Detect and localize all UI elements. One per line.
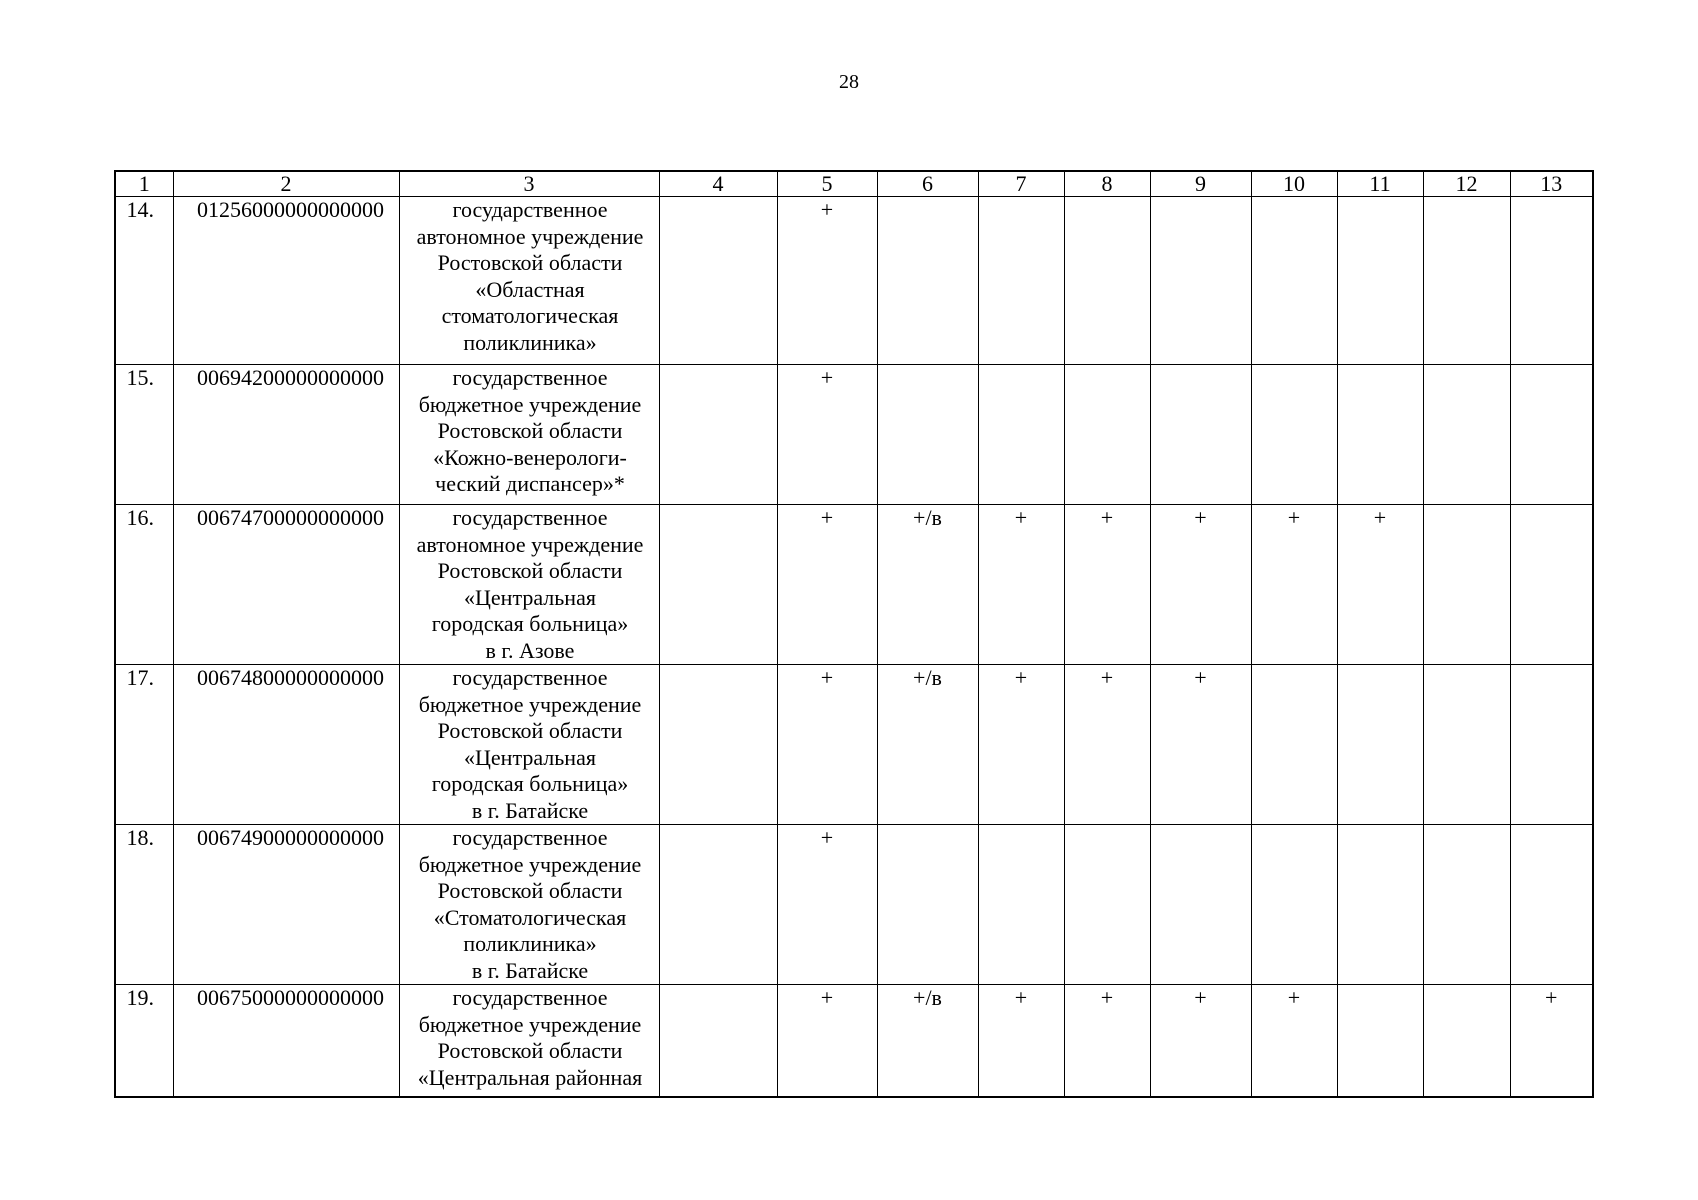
name-line: «Центральная районная <box>417 1064 643 1090</box>
header-cell: 13 <box>1510 171 1593 197</box>
mark-cell <box>1251 197 1337 365</box>
mark-cell <box>877 365 978 505</box>
name-line: «Центральная <box>464 744 596 770</box>
institution-name <box>399 825 659 985</box>
name-line: Ростовской области <box>437 558 623 583</box>
header-cell: 5 <box>777 171 877 197</box>
table-row <box>115 985 1593 1098</box>
mark-cell <box>1510 365 1593 505</box>
mark-cell: + <box>777 365 877 505</box>
header-cell: 9 <box>1150 171 1251 197</box>
mark-cell: + <box>978 985 1064 1098</box>
mark-cell: +/в <box>877 665 978 825</box>
name-line: государственное <box>452 825 608 850</box>
header-cell: 12 <box>1423 171 1510 197</box>
table-row <box>115 665 1593 825</box>
header-cell: 8 <box>1064 171 1150 197</box>
name-line: государственное <box>452 197 608 222</box>
mark-cell: + <box>777 505 877 665</box>
mark-cell <box>1064 365 1150 505</box>
mark-cell: + <box>978 505 1064 665</box>
mark-cell <box>659 197 777 365</box>
name-line: Ростовской области <box>437 250 623 275</box>
row-code: 00674700000000000 <box>173 505 399 665</box>
mark-cell: + <box>777 985 877 1098</box>
mark-cell <box>1423 197 1510 365</box>
name-line: государственное <box>452 365 608 390</box>
name-line: автономное учреждение <box>416 223 644 249</box>
name-line: бюджетное учреждение <box>418 851 642 877</box>
mark-cell: + <box>777 665 877 825</box>
row-code: 00674800000000000 <box>173 665 399 825</box>
name-line: «Центральная <box>464 584 596 610</box>
mark-cell <box>978 365 1064 505</box>
mark-cell <box>1423 505 1510 665</box>
table-row <box>115 365 1593 505</box>
mark-cell <box>659 505 777 665</box>
mark-cell: + <box>777 825 877 985</box>
name-line: Ростовской области <box>437 1038 623 1063</box>
mark-cell <box>1150 365 1251 505</box>
row-code: 00674900000000000 <box>173 825 399 985</box>
name-line: Ростовской области <box>437 878 623 903</box>
mark-cell: +/в <box>877 985 978 1098</box>
header-cell: 11 <box>1337 171 1423 197</box>
institution-name <box>399 665 659 825</box>
mark-cell: + <box>978 665 1064 825</box>
mark-cell <box>978 825 1064 985</box>
mark-cell: + <box>1337 505 1423 665</box>
name-line: поликлиника» <box>463 329 597 355</box>
row-number: 16. <box>115 505 173 665</box>
mark-cell <box>1337 985 1423 1098</box>
mark-cell <box>659 365 777 505</box>
mark-cell <box>1251 665 1337 825</box>
mark-cell: + <box>1251 985 1337 1098</box>
mark-cell <box>659 665 777 825</box>
mark-cell <box>659 825 777 985</box>
name-line: автономное учреждение <box>416 531 644 557</box>
page-number: 28 <box>839 71 859 93</box>
row-number: 17. <box>115 665 173 825</box>
row-number: 19. <box>115 985 173 1098</box>
mark-cell <box>1510 665 1593 825</box>
mark-cell <box>978 197 1064 365</box>
mark-cell: + <box>1064 665 1150 825</box>
mark-cell <box>1423 365 1510 505</box>
name-line: государственное <box>452 505 608 530</box>
table-row <box>115 505 1593 665</box>
mark-cell <box>1064 197 1150 365</box>
row-code: 00675000000000000 <box>173 985 399 1098</box>
institution-name <box>399 365 659 505</box>
name-line: бюджетное учреждение <box>418 691 642 717</box>
mark-cell: + <box>777 197 877 365</box>
name-line: городская больница» <box>431 771 629 796</box>
table-row <box>115 825 1593 985</box>
mark-cell <box>1510 505 1593 665</box>
mark-cell <box>1423 665 1510 825</box>
mark-cell: + <box>1510 985 1593 1098</box>
mark-cell <box>1423 825 1510 985</box>
header-cell: 2 <box>173 171 399 197</box>
mark-cell <box>1251 365 1337 505</box>
mark-cell <box>1510 197 1593 365</box>
name-line: государственное <box>452 985 608 1010</box>
row-number: 18. <box>115 825 173 985</box>
mark-cell: + <box>1150 665 1251 825</box>
mark-cell: + <box>1064 505 1150 665</box>
row-number: 14. <box>115 197 173 365</box>
name-line: «Стоматологическая <box>433 904 627 930</box>
mark-cell <box>1251 825 1337 985</box>
mark-cell <box>1337 825 1423 985</box>
name-line: Ростовской области <box>437 418 623 443</box>
mark-cell <box>1064 825 1150 985</box>
mark-cell: + <box>1150 505 1251 665</box>
row-number: 15. <box>115 365 173 505</box>
header-cell: 1 <box>115 171 173 197</box>
mark-cell: + <box>1064 985 1150 1098</box>
mark-cell <box>659 985 777 1098</box>
mark-cell <box>1337 665 1423 825</box>
header-cell: 10 <box>1251 171 1337 197</box>
header-cell: 7 <box>978 171 1064 197</box>
institution-name <box>399 985 659 1098</box>
mark-cell: +/в <box>877 505 978 665</box>
name-line: в г. Азове <box>485 637 575 663</box>
name-line: бюджетное учреждение <box>418 1011 642 1037</box>
header-row <box>115 171 1593 197</box>
mark-cell <box>1150 825 1251 985</box>
mark-cell <box>1337 197 1423 365</box>
name-line: бюджетное учреждение <box>418 391 642 417</box>
mark-cell: + <box>1251 505 1337 665</box>
header-cell: 4 <box>659 171 777 197</box>
mark-cell <box>1423 985 1510 1098</box>
name-line: государственное <box>452 665 608 690</box>
row-code: 00694200000000000 <box>173 365 399 505</box>
mark-cell <box>1337 365 1423 505</box>
name-line: городская больница» <box>431 611 629 636</box>
name-line: поликлиника» <box>463 931 597 956</box>
mark-cell: + <box>1150 985 1251 1098</box>
mark-cell <box>877 825 978 985</box>
name-line: «Кожно-венерологи- <box>433 444 627 470</box>
name-line: Ростовской области <box>437 718 623 743</box>
name-line: в г. Батайске <box>471 797 589 823</box>
header-cell: 3 <box>399 171 659 197</box>
table-row <box>115 197 1593 365</box>
mark-cell <box>1150 197 1251 365</box>
mark-cell <box>1510 825 1593 985</box>
institution-name <box>399 197 659 365</box>
mark-cell <box>877 197 978 365</box>
name-line: «Областная <box>475 276 585 302</box>
data-table <box>114 170 1594 1098</box>
header-cell: 6 <box>877 171 978 197</box>
name-line: ческий диспансер»* <box>435 471 625 496</box>
name-line: в г. Батайске <box>471 957 589 983</box>
row-code: 01256000000000000 <box>173 197 399 365</box>
name-line: стоматологическая <box>441 303 619 328</box>
institution-name <box>399 505 659 665</box>
